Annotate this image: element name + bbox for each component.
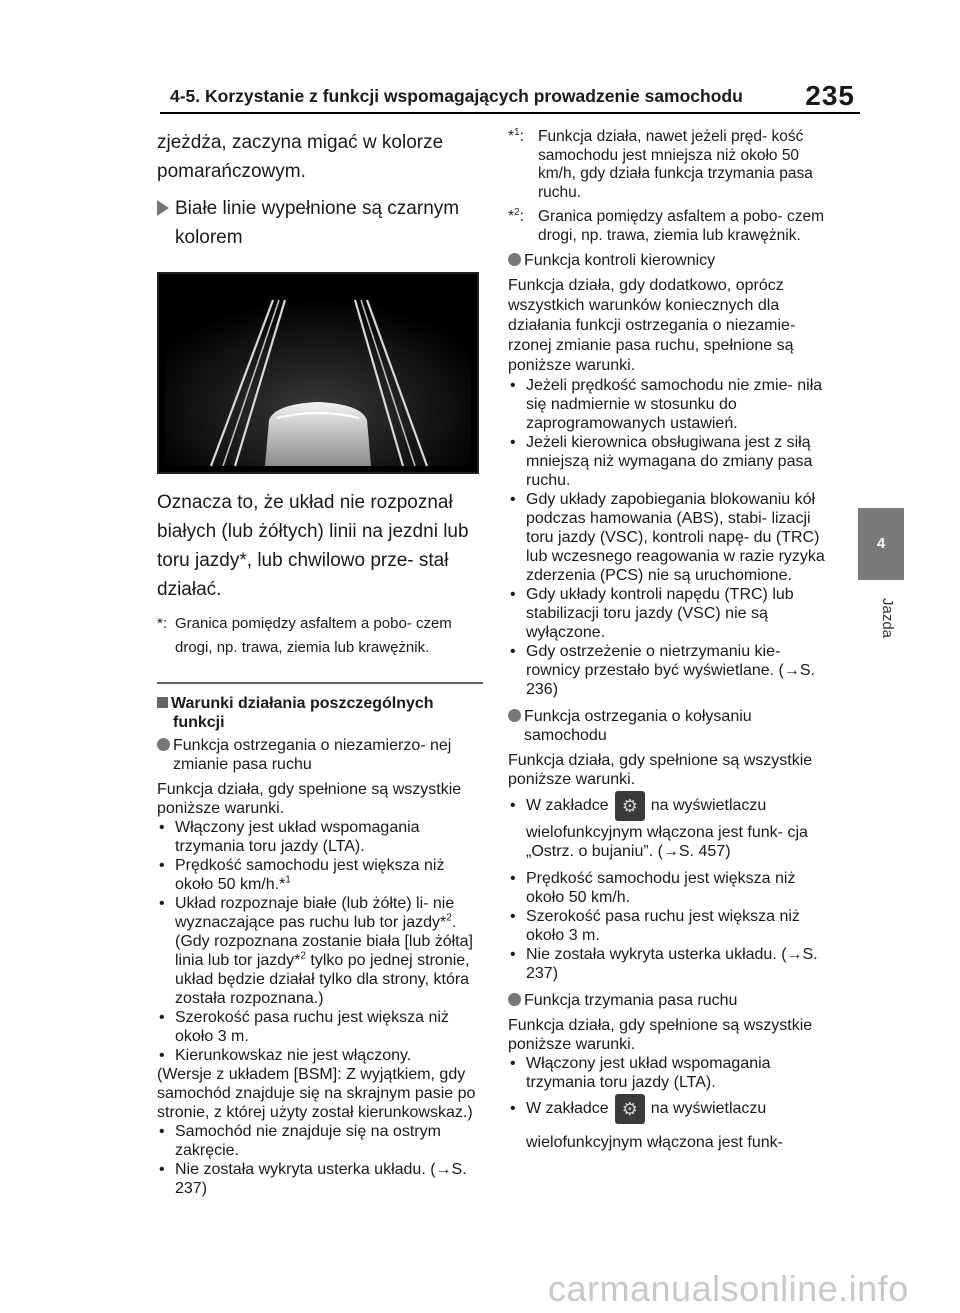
footnote-ref: 1: [285, 874, 291, 886]
conditions-list: [508, 789, 838, 983]
list-item: • Gdy układy kontroli napędu (TRC) lub stabilizacji toru jazdy (VSC) nie są wyłączone.: [508, 585, 838, 642]
list-item: [508, 789, 838, 869]
footnote-ref: 2: [446, 912, 452, 924]
list-item-text: Układ rozpoznaje białe (lub żółte) li- nie wyznaczające pas ruchu lub tor jazdy*: [175, 895, 455, 931]
footnote-star: *: [508, 128, 515, 145]
settings-gear-icon: [615, 791, 645, 821]
list-item: • Kierunkowskaz nie jest włączony.: [157, 1046, 483, 1065]
left-column: [157, 128, 483, 1198]
settings-gear-icon: [615, 1094, 645, 1124]
list-item-text: wielofunkcyjnym włączona jest funk-: [526, 1134, 783, 1151]
circle-bullet-icon: [508, 709, 521, 722]
footnote-text: Granica pomiędzy asfaltem a pobo- czem drogi, np. trawa, ziemia lub krawężnik.: [538, 208, 825, 244]
subsection-heading-text: Funkcja ostrzegania o niezamierzo- nej zmianie pasa ruchu: [173, 737, 452, 773]
list-item: • Włączony jest układ wspomagania trzymania toru jazdy (LTA).: [157, 818, 483, 856]
list-item-text: na wyświetlaczu: [650, 1100, 767, 1117]
paragraph: Funkcja działa, gdy dodatkowo, oprócz wszystkich warunków koniecznych dla działania funkcji ostrzegania o niezamie- rzonej zmianie pasa ruchu, spełnione są poniższe warunki.: [508, 277, 796, 374]
page-header: [160, 80, 860, 110]
list-item-text: W zakładce: [526, 797, 609, 814]
chapter-label: Jazda: [879, 598, 896, 639]
section-heading: [157, 694, 483, 732]
list-item-text: . (Gdy rozpoznana zostanie biała [lub żółta] linia lub tor jazdy*: [175, 914, 473, 969]
list-item: [508, 1092, 838, 1160]
list-item: [157, 894, 483, 1008]
footnote: [508, 208, 838, 245]
footnote-colon: :: [519, 208, 524, 225]
chapter-tab: 4: [858, 508, 904, 580]
circle-bullet-icon: [157, 738, 170, 751]
paragraph: Funkcja działa, gdy spełnione są wszystkie poniższe warunki.: [508, 752, 813, 788]
list-item: • Jeżeli kierownica obsługiwana jest z siłą mniejszą niż wymagana do zmiany pasa ruchu.: [508, 433, 838, 490]
list-item-text: wielofunkcyjnym włączona jest funk- cja „Ostrz. o bujaniu”. (→S. 457): [526, 824, 808, 860]
list-item: • Gdy układy zapobiegania blokowaniu kół podczas hamowania (ABS), stabi- lizacji toru jazdy (VSC), kontroli napę- du (TRC) lub wczesnego reagowania w razie ryzyka zderzenia (PCS) nie są uruchomione.: [508, 490, 838, 585]
subsection-heading-text: Funkcja ostrzegania o kołysaniu samochodu: [524, 708, 752, 744]
lane-lines-illustration: [165, 280, 471, 466]
circle-bullet-icon: [508, 253, 521, 266]
subsection-heading-text: Funkcja kontroli kierownicy: [524, 252, 716, 269]
display-illustration: [157, 272, 479, 474]
footnote-star: *: [508, 208, 515, 225]
header-rule: [160, 112, 860, 114]
subsection-heading: [508, 707, 838, 745]
section-title: 4-5. Korzystanie z funkcji wspomagających prowadzenie samochodu: [170, 86, 743, 106]
footnote-marker: [508, 128, 538, 202]
right-column: [508, 128, 838, 1160]
display-bullet-text: Białe linie wypełnione są czarnym kolorem: [175, 198, 460, 248]
footnote-colon: :: [519, 128, 524, 145]
list-item: • Samochód nie znajduje się na ostrym zakręcie.: [157, 1122, 483, 1160]
conditions-list: [157, 1122, 483, 1198]
section-heading-text: Warunki działania poszczególnych funkcji: [171, 695, 434, 731]
paragraph: Funkcja działa, gdy spełnione są wszystkie poniższe warunki.: [157, 781, 462, 817]
circle-bullet-icon: [508, 993, 521, 1006]
footnote-text: Granica pomiędzy asfaltem a pobo- czem drogi, np. trawa, ziemia lub krawężnik.: [175, 615, 452, 656]
footnote-number: 1: [514, 126, 520, 138]
footnote-ref: 2: [300, 950, 306, 962]
paragraph: Funkcja działa, gdy spełnione są wszystkie poniższe warunki.: [508, 1017, 813, 1053]
footnote-marker: *:: [157, 615, 168, 632]
page-number: 235: [805, 80, 855, 111]
footnote-marker: [508, 208, 538, 245]
footnote-number: 2: [514, 206, 520, 218]
list-item: • Włączony jest układ wspomagania trzymania toru jazdy (LTA).: [508, 1054, 838, 1092]
subsection-heading: [508, 251, 838, 270]
square-bullet-icon: [157, 697, 168, 708]
subsection-heading-text: Funkcja trzymania pasa ruchu: [524, 992, 738, 1009]
section-divider: [157, 682, 483, 684]
list-item: • Nie została wykryta usterka układu. (→S. 237): [157, 1160, 483, 1198]
list-item: • Jeżeli prędkość samochodu nie zmie- niła się nadmiernie w stosunku do zaprogramowanych ustawień.: [508, 376, 838, 433]
list-item-text: W zakładce: [526, 1100, 609, 1117]
conditions-list: [508, 1054, 838, 1160]
watermark: carmanualsonline.info: [548, 1268, 909, 1309]
subsection-heading: [157, 736, 483, 774]
intro-text: zjeżdża, zaczyna migać w kolorze pomarańczowym.: [157, 132, 444, 182]
conditions-list: [157, 818, 483, 1065]
list-item-text: tylko po jednej stronie, układ będzie działał tylko dla strony, która została rozpoznana.): [175, 952, 470, 1007]
paragraph: (Wersje z układem [BSM]: Z wyjątkiem, gdy samochód znajduje się na skrajnym pasie po stronie, z której użyty został kierunkowskaz.): [157, 1066, 476, 1121]
footnote-text: Funkcja działa, nawet jeżeli pręd- kość samochodu jest mniejsza niż około 50 km/h, gdy działa funkcja trzymania pasa ruchu.: [538, 128, 813, 201]
list-item: • Szerokość pasa ruchu jest większa niż około 3 m.: [157, 1008, 483, 1046]
footnote: [508, 128, 838, 202]
list-item: • Szerokość pasa ruchu jest większa niż około 3 m.: [508, 907, 838, 945]
list-item-text: na wyświetlaczu: [650, 797, 767, 814]
list-item: • Nie została wykryta usterka układu. (→S. 237): [508, 945, 838, 983]
triangle-bullet-icon: [157, 200, 169, 216]
list-item: • Prędkość samochodu jest większa niż około 50 km/h.: [508, 869, 838, 907]
subsection-heading: [508, 991, 838, 1010]
figure-caption: Oznacza to, że układ nie rozpoznał białych (lub żółtych) linii na jezdni lub toru jazdy*, lub chwilowo prze- stał działać.: [157, 492, 469, 600]
conditions-list: [508, 376, 838, 699]
list-item: • Gdy ostrzeżenie o nietrzymaniu kie- rownicy przestało być wyświetlane. (→S. 236): [508, 642, 838, 699]
display-bullet: [157, 194, 483, 252]
footnote: [157, 612, 483, 660]
list-item: [157, 856, 483, 894]
list-item-text: Prędkość samochodu jest większa niż około 50 km/h.*: [175, 857, 445, 893]
